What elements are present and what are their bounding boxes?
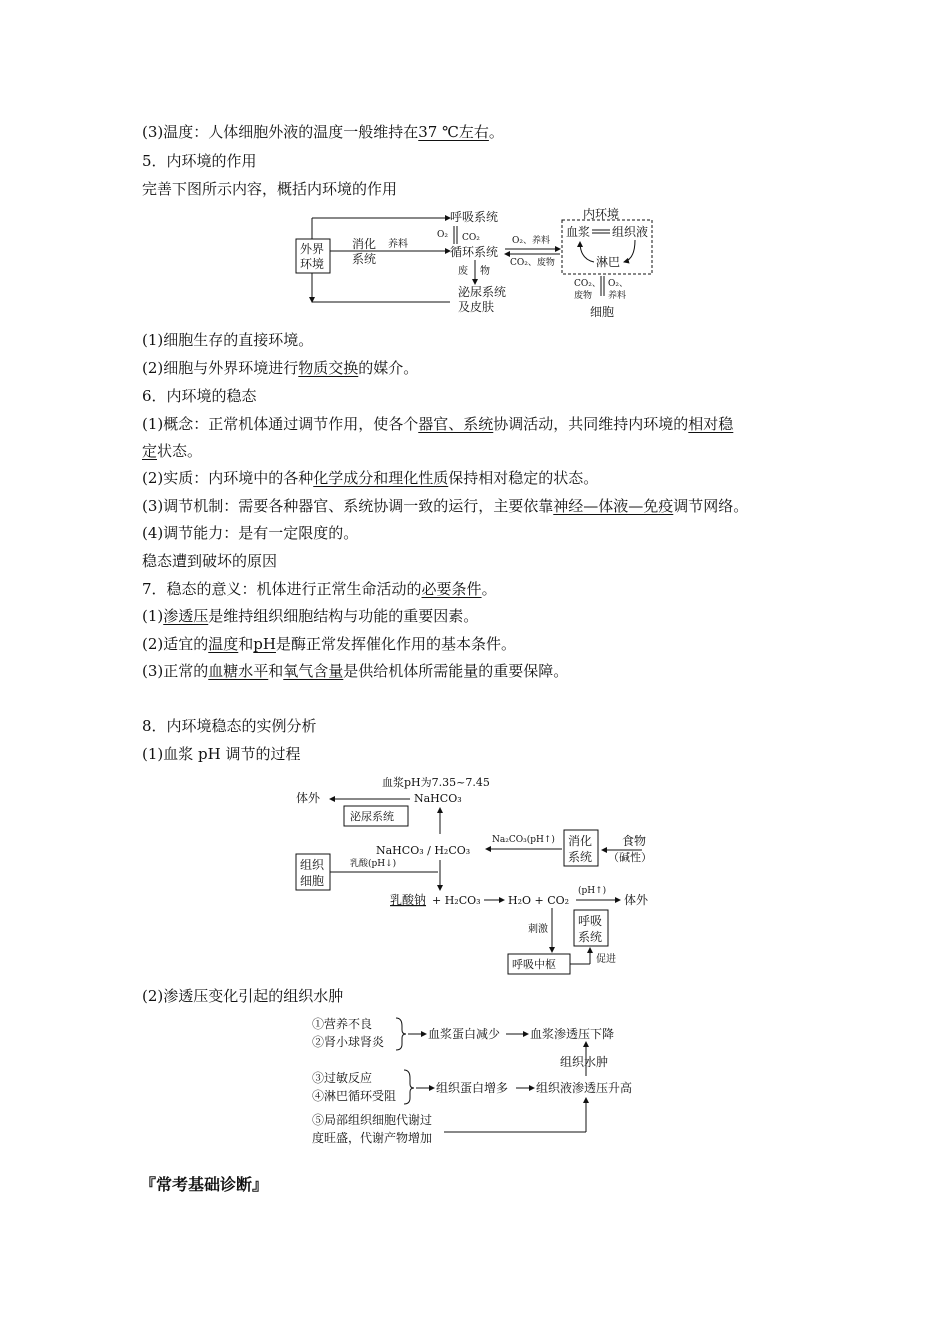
concept-line: (1)概念：正常机体通过调节作用，使各个器官、系统协调活动，共同维持内环境的相对稳 <box>142 415 734 433</box>
significance-2: (2)适宜的温度和pH是酶正常发挥催化作用的基本条件。 <box>142 635 516 653</box>
damage-cause-line: 稳态遭到破坏的原因 <box>142 552 278 570</box>
ph-regulation-diagram <box>290 772 670 982</box>
svg-text:消化: 消化 <box>568 834 593 848</box>
significance-1: (1)渗透压是维持组织细胞结构与功能的重要因素。 <box>142 607 479 625</box>
svg-text:养料: 养料 <box>388 239 408 250</box>
svg-text:养料: 养料 <box>608 291 627 301</box>
svg-text:血浆蛋白减少: 血浆蛋白减少 <box>428 1027 501 1041</box>
svg-text:③过敏反应: ③过敏反应 <box>312 1071 373 1085</box>
external-env-label: 外界 <box>300 242 325 256</box>
capacity-line: (4)调节能力：是有一定限度的。 <box>142 524 359 542</box>
svg-text:组织液渗透压升高: 组织液渗透压升高 <box>536 1081 633 1095</box>
svg-text:①营养不良: ①营养不良 <box>312 1017 373 1031</box>
svg-text:乳酸(pH↓): 乳酸(pH↓) <box>350 859 397 869</box>
svg-text:废物: 废物 <box>574 291 593 301</box>
urinary-system-label: 泌尿系统 <box>458 285 507 299</box>
section-8-title: 8．内环境稳态的实例分析 <box>142 717 317 735</box>
section-5-intro: 完善下图所示内容，概括内环境的作用 <box>142 180 398 198</box>
svg-text:Na₂CO₃(pH↑): Na₂CO₃(pH↑) <box>492 835 555 845</box>
svg-text:（碱性）: （碱性） <box>608 851 652 864</box>
significance-3: (3)正常的血糖水平和氧气含量是供给机体所需能量的重要保障。 <box>142 662 569 680</box>
mechanism-line: (3)调节机制：需要各种器官、系统协调一致的运行，主要依靠神经—体液—免疫调节网络。 <box>142 497 749 515</box>
svg-text:食物: 食物 <box>622 834 647 848</box>
svg-text:⑤局部组织细胞代谢过: ⑤局部组织细胞代谢过 <box>312 1113 433 1127</box>
svg-text:促进: 促进 <box>596 954 616 965</box>
svg-text:④淋巴循环受阻: ④淋巴循环受阻 <box>312 1089 397 1103</box>
section-footer-header: 『常考基础诊断』 <box>140 1175 269 1194</box>
svg-text:呼吸: 呼吸 <box>578 914 603 928</box>
section-7-title: 7．稳态的意义：机体进行正常生命活动的必要条件。 <box>142 580 497 598</box>
svg-text:乳酸钠: 乳酸钠 <box>390 893 427 907</box>
svg-text:血浆渗透压下降: 血浆渗透压下降 <box>530 1027 615 1041</box>
svg-text:+ H₂CO₃: + H₂CO₃ <box>432 894 481 907</box>
section-6-title: 6．内环境的稳态 <box>142 387 257 405</box>
svg-text:物: 物 <box>480 266 490 277</box>
svg-text:组织蛋白增多: 组织蛋白增多 <box>436 1081 509 1095</box>
svg-text:体外: 体外 <box>296 791 321 805</box>
svg-text:NaHCO₃: NaHCO₃ <box>414 792 462 805</box>
essence-line: (2)实质：内环境中的各种化学成分和理化性质保持相对稳定的状态。 <box>142 469 599 487</box>
internal-env-title: 内环境 <box>583 207 620 221</box>
svg-text:O₂: O₂ <box>437 230 448 240</box>
svg-text:O₂、: O₂、 <box>608 279 628 289</box>
cell-label: 细胞 <box>590 305 615 319</box>
svg-text:血浆pH为7.35~7.45: 血浆pH为7.35~7.45 <box>382 776 490 789</box>
circulatory-system-label: 循环系统 <box>450 245 499 259</box>
svg-text:细胞: 细胞 <box>300 874 325 888</box>
internal-environment-diagram <box>290 204 670 324</box>
svg-text:刺激: 刺激 <box>528 924 548 935</box>
svg-text:系统: 系统 <box>352 252 377 266</box>
section-8-2: (2)渗透压变化引起的组织水肿 <box>142 987 344 1005</box>
svg-text:②肾小球肾炎: ②肾小球肾炎 <box>312 1035 385 1049</box>
svg-text:H₂O + CO₂: H₂O + CO₂ <box>508 894 570 907</box>
svg-text:NaHCO₃ / H₂CO₃: NaHCO₃ / H₂CO₃ <box>376 844 471 857</box>
respiratory-system-label: 呼吸系统 <box>450 210 499 224</box>
section-8-1: (1)血浆 pH 调节的过程 <box>142 745 301 763</box>
point-2: (2)细胞与外界环境进行物质交换的媒介。 <box>142 359 419 377</box>
svg-text:度旺盛，代谢产物增加: 度旺盛，代谢产物增加 <box>312 1131 433 1145</box>
svg-text:血浆: 血浆 <box>566 225 591 239</box>
svg-text:体外: 体外 <box>624 893 649 907</box>
svg-text:呼吸中枢: 呼吸中枢 <box>512 958 556 971</box>
svg-text:组织液: 组织液 <box>612 225 649 239</box>
section-5-title: 5．内环境的作用 <box>142 152 257 170</box>
svg-text:组织: 组织 <box>300 858 325 872</box>
svg-text:系统: 系统 <box>568 850 593 864</box>
svg-text:及皮肤: 及皮肤 <box>458 300 495 314</box>
svg-text:淋巴: 淋巴 <box>596 255 621 269</box>
concept-line-2: 定状态。 <box>142 442 203 460</box>
svg-text:组织水肿: 组织水肿 <box>560 1055 609 1069</box>
svg-text:泌尿系统: 泌尿系统 <box>350 810 394 823</box>
svg-text:环境: 环境 <box>300 257 325 271</box>
svg-text:废: 废 <box>458 266 468 277</box>
svg-text:(pH↑): (pH↑) <box>578 886 607 896</box>
svg-text:O₂、养料: O₂、养料 <box>512 236 550 246</box>
temperature-line: (3)温度：人体细胞外液的温度一般维持在37 ℃左右。 <box>142 123 504 141</box>
svg-text:系统: 系统 <box>578 930 603 944</box>
svg-text:CO₂、废物: CO₂、废物 <box>510 258 555 268</box>
edema-diagram <box>308 1014 648 1154</box>
svg-text:消化: 消化 <box>352 237 377 251</box>
svg-text:CO₂、: CO₂、 <box>574 279 601 289</box>
point-1: (1)细胞生存的直接环境。 <box>142 331 314 349</box>
svg-text:CO₂: CO₂ <box>462 233 480 243</box>
